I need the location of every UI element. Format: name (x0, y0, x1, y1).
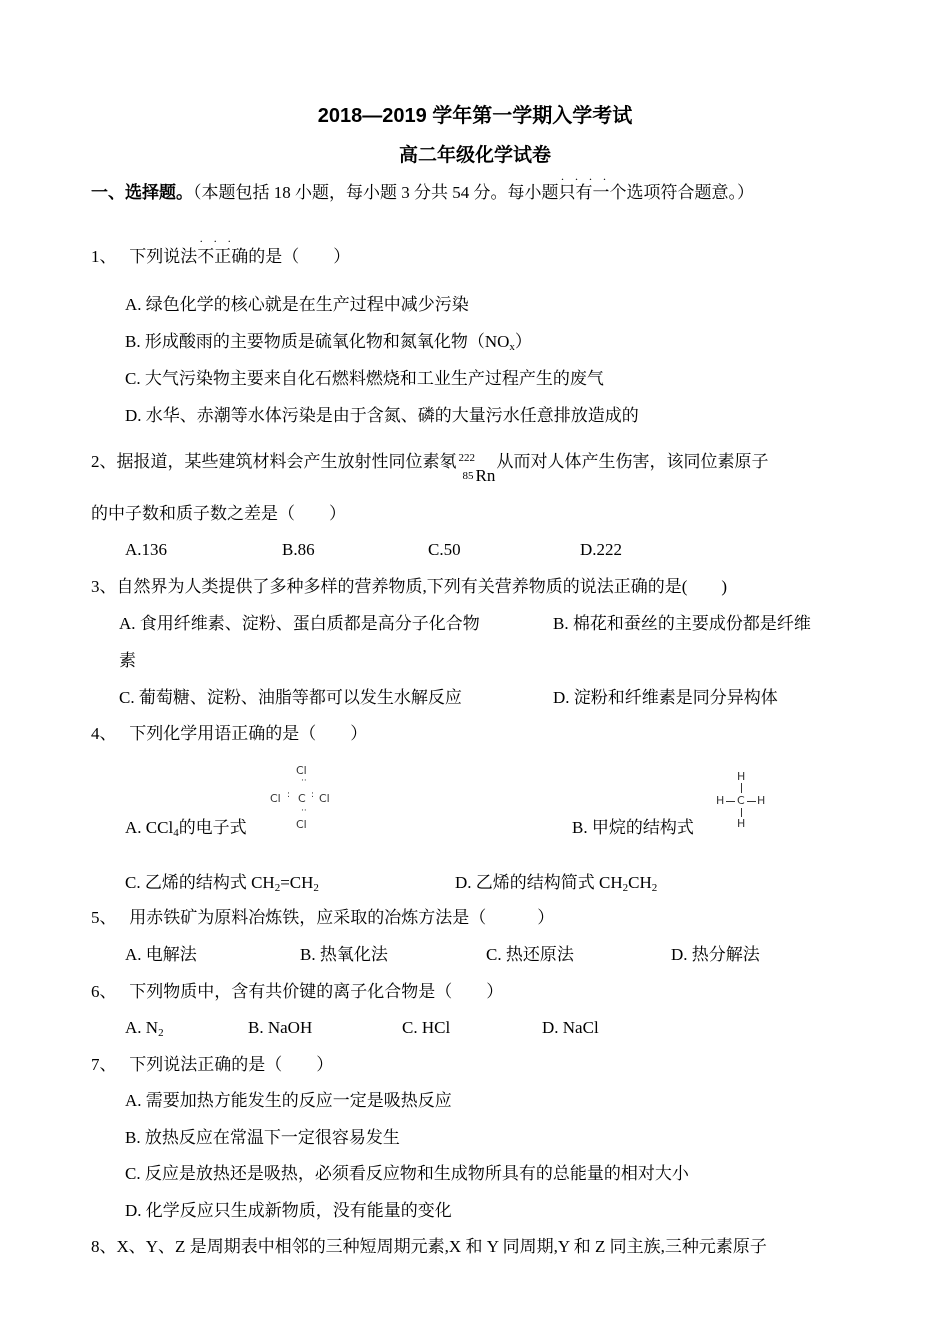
section-emph: 只有一个 ···· (558, 172, 627, 202)
question-2-line2: 的中子数和质子数之差是（ ） (91, 504, 346, 523)
question-5-stem: 5、 用赤铁矿为原料冶炼铁，应采取的冶炼方法是（ ） (91, 908, 555, 927)
electron-dots: ·· (301, 776, 307, 786)
question-6-option-c: C. HCl (402, 1018, 451, 1037)
question-5-option-a: A. 电解法 (125, 945, 197, 964)
question-6-option-a: A. $N_2$ (125, 1018, 164, 1039)
exam-subtitle: 高二年级化学试卷 (398, 145, 551, 166)
question-7-option-d: D. 化学反应只生成新物质，没有能量的变化 (125, 1201, 452, 1220)
question-7-option-b: B. 放热反应在常温下一定很容易发生 (125, 1128, 400, 1147)
question-4-option-c: C. 乙烯的结构式 $CH_2=CH_2$ (125, 873, 319, 894)
question-2-option-c: C.50 (428, 540, 461, 559)
question-2-option-a: A.136 (125, 540, 168, 559)
ccl4-center: C (298, 792, 306, 805)
ccl4-bottom: Cl (296, 818, 307, 831)
question-7-stem: 7、 下列说法正确的是（ ） (91, 1055, 334, 1074)
question-3-option-a: A. 食用纤维素、淀粉、蛋白质都是高分子化合物 (119, 614, 480, 633)
question-1-option-b: B. 形成酸雨的主要物质是硫氧化物和氮氧化物$(NO_x)$ (125, 332, 532, 353)
exam-title: 2018—2019 学年第一学期入学考试 (317, 105, 633, 127)
ch4-left: H (716, 794, 725, 807)
question-5-option-d: D. 热分解法 (671, 945, 760, 964)
question-6-option-b: B. NaOH (248, 1018, 313, 1037)
question-8-stem: 8、X、Y、Z 是周期表中相邻的三种短周期元素,X 和 Y 同周期,Y 和 Z 同主族,三种元素原子 (91, 1237, 767, 1256)
bond-line (726, 801, 735, 802)
ccl4-electron-formula (268, 764, 340, 832)
question-6-stem: 6、 下列物质中，含有共价键的离子化合物是（ ） (91, 982, 504, 1001)
mass-number: 222 (458, 452, 475, 464)
question-1-option-c: C. 大气污染物主要来自化石燃料燃烧和工业生产过程产生的废气 (125, 369, 604, 388)
ccl4-top: Cl (296, 764, 307, 777)
question-2-option-b: B.86 (282, 540, 315, 559)
ccl4-right: Cl (319, 792, 330, 805)
element-symbol: Rn (475, 466, 496, 485)
question-1-option-a: A. 绿色化学的核心就是在生产过程中减少污染 (125, 295, 469, 314)
question-2-line1: 2、据报道，某些建筑材料会产生放射性同位素氡 222 85 Rn 从而对人体产生伤害，该同位素原子 (91, 452, 769, 485)
question-7-option-a: A. 需要加热方能发生的反应一定是吸热反应 (125, 1091, 452, 1110)
bond-line (741, 783, 742, 793)
electron-dots: ·· (301, 806, 307, 816)
ch4-center: C (737, 794, 745, 807)
section-label: 一、选择题。 (91, 183, 193, 202)
emphasis-dots: ··· (199, 234, 242, 248)
question-3-option-d: D. 淀粉和纤维素是同分异构体 (553, 688, 778, 707)
question-7-option-c: C. 反应是放热还是吸热，必须看反应物和生成物所具有的总能量的相对大小 (125, 1164, 689, 1183)
question-6-option-d: D. NaCl (542, 1018, 599, 1037)
ch4-right: H (757, 794, 766, 807)
question-5-option-b: B. 热氧化法 (300, 945, 388, 964)
bond-line (747, 801, 756, 802)
ch4-structural-formula (714, 770, 770, 830)
ch4-bottom: H (737, 817, 746, 830)
question-4-stem: 4、 下列化学用语正确的是（ ） (91, 724, 368, 743)
question-5-option-c: C. 热还原法 (486, 945, 574, 964)
section-desc-after: 选项符合题意。） (626, 183, 754, 202)
question-1-option-d: D. 水华、赤潮等水体污染是由于含氮、磷的大量污水任意排放造成的 (125, 406, 639, 425)
ch4-top: H (737, 770, 746, 783)
question-4-option-a: A. CCl$_4$的电子式 (125, 818, 247, 839)
question-4-option-d: D. 乙烯的结构简式 $CH_2CH_2$ (455, 873, 658, 894)
section-desc-before: （本题包括 18 小题，每小题 3 分共 54 分。每小题 (193, 183, 559, 202)
question-4-option-b: B. 甲烷的结构式 (572, 818, 694, 837)
question-3-option-b-cont: 素 (119, 651, 136, 670)
electron-dots: : (311, 790, 315, 800)
question-3-option-b: B. 棉花和蚕丝的主要成份都是纤维 (553, 614, 811, 633)
question-3-option-c: C. 葡萄糖、淀粉、油脂等都可以发生水解反应 (119, 688, 462, 707)
emphasis-dots: ···· (560, 172, 617, 186)
question-3-stem: 3、自然界为人类提供了多种多样的营养物质,下列有关营养物质的说法正确的是( ) (91, 577, 728, 596)
section-header (91, 172, 754, 202)
question-2-option-d: D.222 (580, 540, 623, 559)
bond-line (741, 808, 742, 817)
question-1-stem: 1、 下列说法不正确 ··· 的是（ ） (91, 234, 351, 266)
ccl4-left: Cl (270, 792, 281, 805)
atomic-number: 85 (462, 470, 474, 482)
electron-dots: : (287, 790, 291, 800)
